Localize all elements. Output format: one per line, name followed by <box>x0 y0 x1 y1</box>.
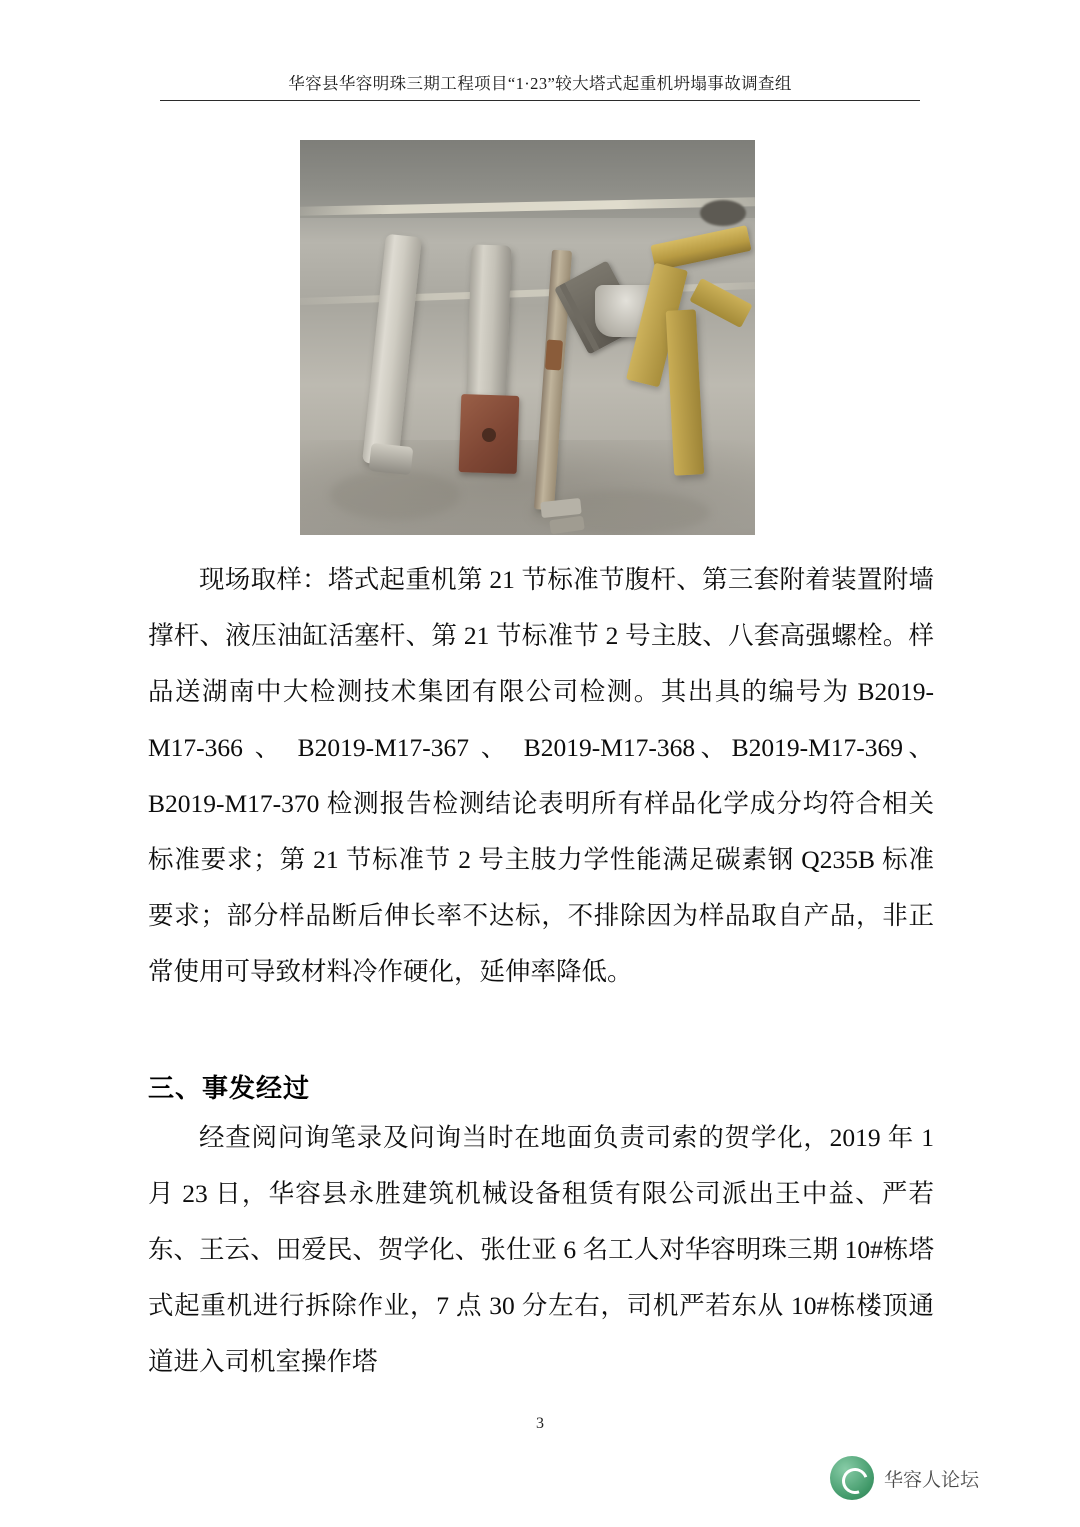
paragraph-text: 经查阅问询笔录及问询当时在地面负责司索的贺学化，2019 年 1 月 23 日，华容县永胜建筑机械设备租赁有限公司派出王中益、严若东、王云、田爱民、贺学化、张仕亚 6 名工人对华容明珠三期 10#栋塔式起重机进行拆除作业，7 点 30 分左右，司机严若东从 10#栋楼顶通道进入司机室操作塔 <box>148 1123 934 1376</box>
photo-steel-bar-rust <box>545 339 563 370</box>
photo-cylinder-rod-left-end <box>369 443 414 475</box>
body-paragraph-incident <box>148 1110 934 1390</box>
body-paragraph-sampling <box>148 552 934 1000</box>
forum-watermark <box>822 1447 1062 1509</box>
paragraph-text: 现场取样：塔式起重机第 21 节标准节腹杆、第三套附着装置附墙撑杆、液压油缸活塞杆、第 21 节标准节 2 号主肢、八套高强螺栓。样品送湖南中大检测技术集团有限公司检测。其出具的编号为 B2019-M17-366 、 B2019-M17-367 、 B2019-M17-368、B2019-M17-369、B2019-M17-370 检测报告检测结论表明所有样品化学成分均符合相关标准要求；第 21 节标准节 2 号主肢力学性能满足碳素钢 Q235B 标准要求；部分样品断后伸长率不达标，不排除因为样品取自产品，非正常使用可导致材料冷作硬化，延伸率降低。 <box>148 565 934 986</box>
photo-content <box>300 140 755 535</box>
wechat-public-account-icon <box>830 1456 874 1500</box>
photo-plate-bolt-hole <box>482 428 496 442</box>
photo-yellow-beam-top <box>650 225 751 271</box>
section-heading-incident: 三、事发经过 <box>148 1074 311 1103</box>
site-sampling-photo <box>300 140 755 535</box>
page-header: 华容县华容明珠三期工程项目“1·23”较大塔式起重机坍塌事故调查组 <box>288 74 792 93</box>
header-divider <box>160 100 920 101</box>
photo-cylinder-rod-left <box>362 234 422 467</box>
page-number: 3 <box>536 1415 544 1432</box>
photo-debris <box>700 200 746 226</box>
photo-ground-patch <box>330 470 460 520</box>
photo-road-marking-secondary <box>300 282 755 305</box>
watermark-label: 华容人论坛 <box>884 1469 980 1491</box>
